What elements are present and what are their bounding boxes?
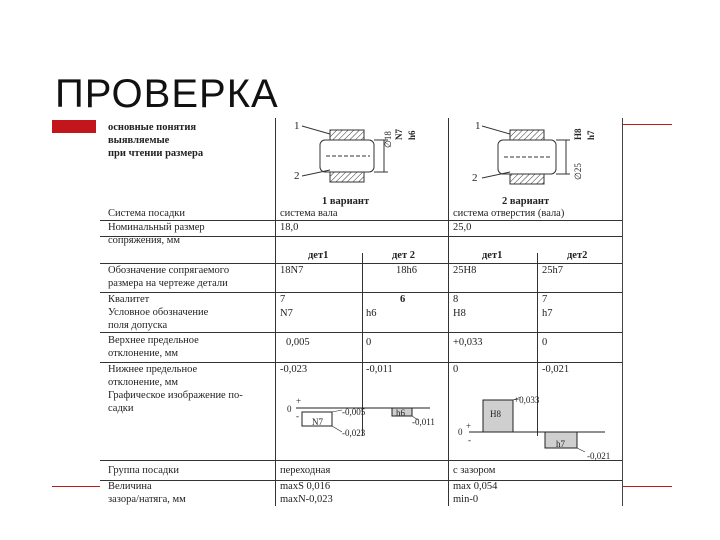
fit2-numerator: H8 (573, 128, 583, 140)
designation-c2: 18h6 (396, 265, 417, 276)
upper-c1: 0,005 (286, 337, 310, 348)
intro-line: при чтении размера (108, 148, 204, 159)
d2-lower: -0,021 (587, 451, 611, 461)
d2-zero: 0 (458, 427, 463, 437)
d1-zero: 0 (287, 404, 292, 414)
row-label-graphic: Графическое изображение по- (108, 390, 243, 401)
magnitude-v1a: maxS 0,016 (280, 481, 331, 492)
grade-c4a: 7 (542, 294, 548, 305)
grid-row (100, 362, 622, 363)
lower-c2: -0,011 (366, 364, 393, 375)
grid-row (100, 292, 622, 293)
d1-h6-label: h6 (396, 408, 405, 418)
accent-bar (52, 120, 96, 133)
system-v2: система отверстия (вала) (453, 208, 565, 219)
fit2-size: ∅25 (573, 163, 583, 180)
row-label-grade: Квалитет (108, 294, 150, 305)
part-header: дет1 (482, 250, 503, 261)
grid-col-3 (448, 118, 449, 506)
row-label-grade: Условное обозначение (108, 307, 209, 318)
variant1-label: 1 вариант (322, 196, 370, 207)
grade-c4b: h7 (542, 308, 553, 319)
row-label-upper: Верхнее предельное (108, 335, 199, 346)
leader-label-1: 1 (475, 120, 481, 132)
grade-c1a: 7 (280, 294, 286, 305)
row-label-magnitude: зазора/натяга, мм (108, 494, 186, 505)
grade-c3a: 8 (453, 294, 459, 305)
row-label-magnitude: Величина (108, 481, 152, 492)
part-header: дет 2 (392, 250, 416, 261)
d2-h7-label: h7 (556, 439, 565, 449)
row-label-designation: размера на чертеже детали (108, 278, 228, 289)
variant2-label: 2 вариант (502, 196, 550, 207)
group-v2: с зазором (453, 465, 496, 476)
grid-row (100, 480, 622, 481)
fit1-size: ∅18 (383, 131, 393, 148)
leader-label-2: 2 (294, 170, 300, 182)
designation-c3: 25H8 (453, 265, 477, 276)
grade-c2b: h6 (366, 308, 377, 319)
fit1-numerator: N7 (394, 129, 404, 140)
top-rule (620, 124, 672, 125)
row-label-nominal: Номинальный размер (108, 222, 205, 233)
bottom-rule-right (620, 486, 672, 487)
nominal-v2: 25,0 (453, 222, 472, 233)
lower-c4: -0,021 (542, 364, 570, 375)
row-label-upper: отклонение, мм (108, 348, 179, 359)
d1-h6-lower: -0,011 (412, 417, 435, 427)
part-header: дет2 (567, 250, 588, 261)
d1-n7-label: N7 (312, 417, 323, 427)
magnitude-v2a: max 0,054 (453, 481, 498, 492)
row-label-system: Система посадки (108, 208, 186, 219)
row-label-graphic: садки (108, 403, 134, 414)
leader-label-2: 2 (472, 172, 478, 184)
d2-h8-label: H8 (490, 409, 501, 419)
bottom-rule-left (52, 486, 100, 487)
d1-plus: + (296, 396, 302, 406)
fit1-denominator: h6 (407, 130, 417, 140)
d2-plus: + (466, 421, 472, 431)
magnitude-v1b: maxN-0,023 (280, 494, 333, 505)
grid-row (100, 460, 622, 461)
grade-c3b: H8 (453, 308, 466, 319)
row-label-designation: Обозначение сопрягаемого (108, 265, 230, 276)
system-v1: система вала (280, 208, 338, 219)
grade-c2a: 6 (400, 294, 406, 305)
group-v1: переходная (280, 465, 331, 476)
lower-c1: -0,023 (280, 364, 308, 375)
magnitude-v2b: min-0 (453, 494, 479, 505)
d2-minus: - (468, 435, 471, 445)
d1-upper: -0,005 (342, 407, 366, 417)
upper-c2: 0 (366, 337, 372, 348)
designation-c4: 25h7 (542, 265, 563, 276)
part-header: дет1 (308, 250, 329, 261)
intro-line: основные понятия (108, 122, 197, 133)
designation-c1: 18N7 (280, 265, 304, 276)
row-label-lower: Нижнее предельное (108, 364, 198, 375)
grid-row (100, 332, 622, 333)
upper-c3: +0,033 (453, 337, 483, 348)
grade-c1b: N7 (280, 308, 293, 319)
page-title: ПРОВЕРКА (55, 72, 279, 116)
upper-c4: 0 (542, 337, 548, 348)
grid-row (100, 263, 622, 264)
leader-label-1: 1 (294, 120, 300, 132)
row-label-group: Группа посадки (108, 465, 179, 476)
d1-lower: -0,023 (342, 428, 366, 438)
row-label-nominal: сопряжения, мм (108, 235, 180, 246)
d2-upper: +0,033 (514, 395, 540, 405)
nominal-v1: 18,0 (280, 222, 299, 233)
intro-line: выявляемые (108, 135, 170, 146)
row-label-grade: поля допуска (108, 320, 168, 331)
fit2-denominator: h7 (586, 130, 596, 140)
row-label-lower: отклонение, мм (108, 377, 179, 388)
grid-col-1 (275, 118, 276, 506)
lower-c3: 0 (453, 364, 459, 375)
scanned-table (100, 118, 623, 506)
d1-minus: - (296, 411, 299, 421)
